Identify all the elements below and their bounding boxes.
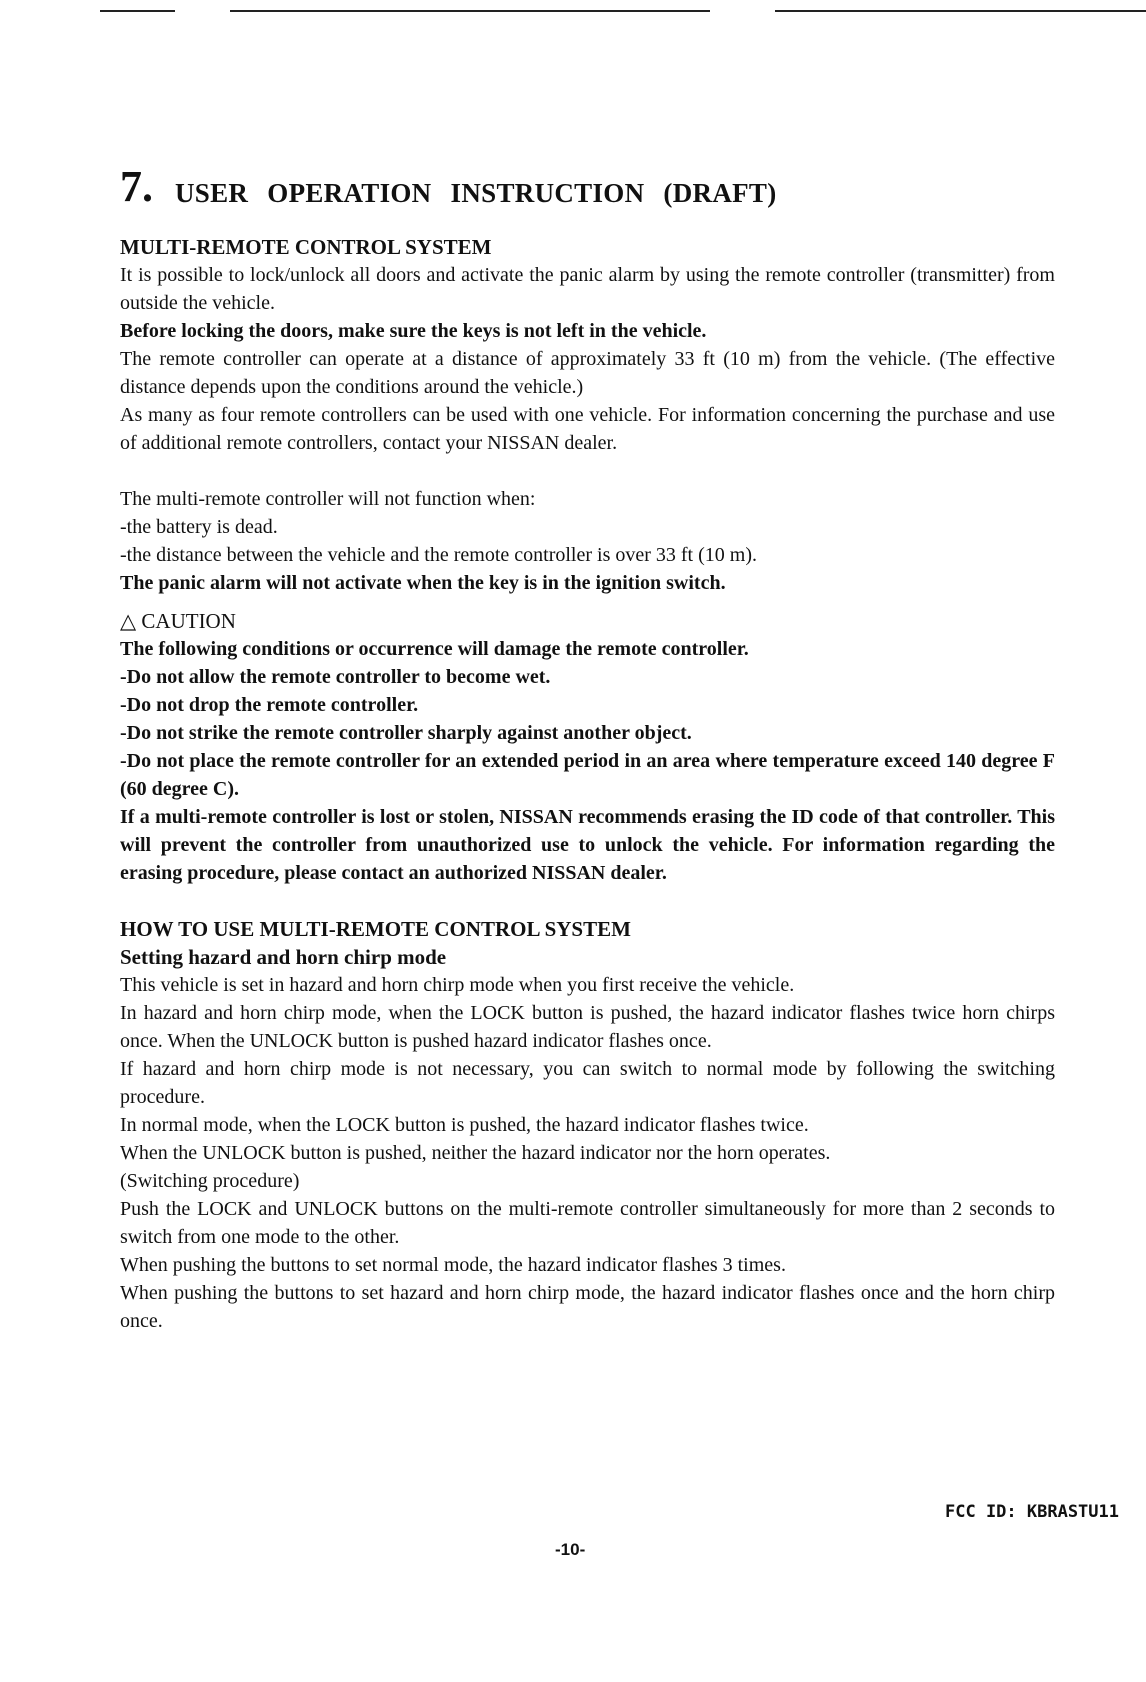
controllers-paragraph: As many as four remote controllers can be used with one vehicle. For information concerning the purchase and use of additional remote controllers, contact your NISSAN dealer.: [120, 404, 1055, 454]
not-function-paragraph: The multi-remote controller will not function when:: [120, 488, 536, 510]
top-rule-center: [230, 10, 710, 12]
range-paragraph: The remote controller can operate at a distance of approximately 33 ft (10 m) from the vehicle. (The effective distance depends upon the conditions around the vehicle.): [120, 348, 1055, 398]
title-row: [120, 162, 1055, 211]
fcc-id: FCC ID: KBRASTU11: [945, 1502, 1119, 1522]
mode-paragraph: Push the LOCK and UNLOCK buttons on the multi-remote controller simultaneously for more than 2 seconds to switch from one mode to the other.: [120, 1198, 1055, 1248]
document-page: [120, 162, 1055, 1335]
caution-line: If a multi-remote controller is lost or stolen, NISSAN recommends erasing the ID code of that controller. This will prevent the controller from unauthorized use to unlock the vehicle. For information regarding the erasing procedure, please contact an authorized NISSAN dealer.: [120, 806, 1055, 884]
caution-line: -Do not allow the remote controller to become wet.: [120, 666, 551, 688]
mode-paragraph: When pushing the buttons to set normal mode, the hazard indicator flashes 3 times.: [120, 1254, 786, 1276]
distance-line: -the distance between the vehicle and the remote controller is over 33 ft (10 m).: [120, 544, 757, 566]
battery-line: -the battery is dead.: [120, 516, 278, 538]
mode-paragraph: If hazard and horn chirp mode is not necessary, you can switch to normal mode by following the switching procedure.: [120, 1058, 1055, 1108]
mode-paragraph: When the UNLOCK button is pushed, neither the hazard indicator nor the horn operates.: [120, 1142, 831, 1164]
top-rule-left: [100, 10, 175, 12]
section2-heading: HOW TO USE MULTI-REMOTE CONTROL SYSTEM: [120, 917, 631, 941]
panic-alarm-note: The panic alarm will not activate when the key is in the ignition switch.: [120, 572, 726, 594]
section-number: 7.: [120, 162, 153, 211]
section1-heading: MULTI-REMOTE CONTROL SYSTEM: [120, 235, 492, 259]
top-rule-right: [775, 10, 1146, 12]
caution-line: -Do not strike the remote controller sharply against another object.: [120, 722, 692, 744]
caution-line: -Do not place the remote controller for an extended period in an area where temperature exceed 140 degree F (60 degree C).: [120, 750, 1055, 800]
mode-paragraph: This vehicle is set in hazard and horn chirp mode when you first receive the vehicle.: [120, 974, 795, 996]
mode-paragraph: In hazard and horn chirp mode, when the LOCK button is pushed, the hazard indicator flashes twice horn chirps once. When the UNLOCK button is pushed hazard indicator flashes once.: [120, 1002, 1055, 1052]
mode-paragraph: (Switching procedure): [120, 1170, 300, 1192]
mode-paragraph: When pushing the buttons to set hazard and horn chirp mode, the hazard indicator flashes once and the horn chirp once.: [120, 1282, 1055, 1332]
page-number: -10-: [555, 1540, 586, 1559]
caution-label: △ CAUTION: [120, 609, 236, 633]
page-title: USER OPERATION INSTRUCTION (DRAFT): [175, 178, 777, 208]
section2-subheading: Setting hazard and horn chirp mode: [120, 945, 447, 969]
keys-warning: Before locking the doors, make sure the keys is not left in the vehicle.: [120, 320, 707, 342]
intro-paragraph: It is possible to lock/unlock all doors and activate the panic alarm by using the remote controller (transmitter) from outside the vehicle.: [120, 264, 1055, 314]
spacer: [120, 457, 1055, 485]
caution-line: The following conditions or occurrence will damage the remote controller.: [120, 638, 749, 660]
mode-paragraph: In normal mode, when the LOCK button is pushed, the hazard indicator flashes twice.: [120, 1114, 809, 1136]
spacer: [120, 887, 1055, 915]
caution-line: -Do not drop the remote controller.: [120, 694, 419, 716]
